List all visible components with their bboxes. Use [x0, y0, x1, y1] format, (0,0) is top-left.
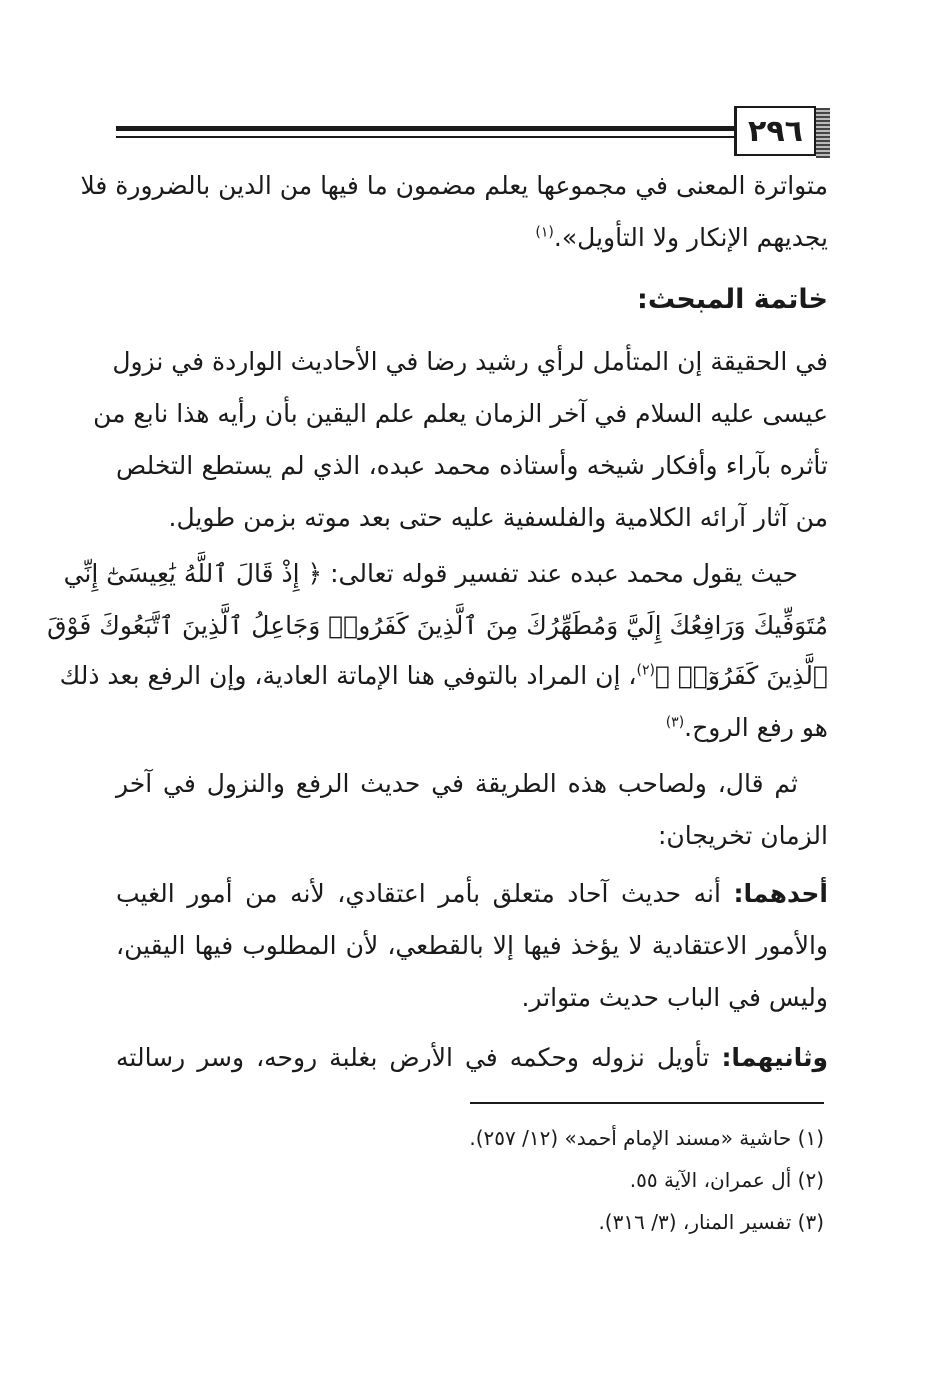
section-heading: خاتمة المبحث:: [637, 284, 828, 315]
quran-verse-line: مُتَوَفِّيكَ وَرَافِعُكَ إِلَيَّ وَمُطَهِّرُكَ مِنَ ٱلَّذِينَ كَفَرُوا۟ وَجَاعِلُ ٱلَّذِينَ ٱتَّبَعُوكَ فَوْقَ: [47, 611, 828, 640]
body-line: من آثار آرائه الكلامية والفلسفية عليه حتى بعد موته بزمن طويل.: [168, 503, 828, 532]
body-line: [59, 656, 828, 696]
body-line: والأمور الاعتقادية لا يؤخذ فيها إلا بالقطعي، لأن المطلوب فيها اليقين،: [116, 931, 828, 960]
body-line: [666, 708, 828, 748]
body-line: [535, 218, 828, 258]
quran-verse-end: ٱلَّذِينَ كَفَرُوٓا۟ ﴾: [654, 661, 828, 690]
body-text: هو رفع الروح.: [684, 713, 828, 742]
body-text: ، إن المراد بالتوفي هنا الإماتة العادية، وإن الرفع بعد ذلك: [59, 661, 637, 690]
header-rule-thick: [116, 126, 734, 131]
footnote: (٢) أل عمران، الآية ٥٥.: [629, 1168, 824, 1192]
footnote-ref: (٣): [665, 714, 685, 731]
page-number: ٢٩٦: [734, 106, 816, 156]
paragraph-lead: وثانيهما:: [721, 1043, 828, 1072]
body-line: تأثره بآراء وأفكار شيخه وأستاذه محمد عبده، الذي لم يستطع التخلص: [116, 451, 828, 480]
body-text: أنه حديث آحاد متعلق بأمر اعتقادي، لأنه من أمور الغيب: [116, 879, 734, 908]
footnote-ref: (١): [535, 224, 554, 241]
body-line: ثم قال، ولصاحب هذه الطريقة في حديث الرفع والنزول في آخر: [116, 769, 798, 798]
body-line: [116, 1038, 828, 1078]
body-line: حيث يقول محمد عبده عند تفسير قوله تعالى: ﴿ إِذْ قَالَ ٱللَّهُ يَٰعِيسَىٰٓ إِنِّي: [63, 559, 798, 588]
footnote-ref: (٢): [636, 662, 655, 679]
body-line: في الحقيقة إن المتأمل لرأي رشيد رضا في الأحاديث الواردة في نزول: [112, 347, 828, 376]
footnote: (١) حاشية «مسند الإمام أحمد» (١٢/ ٢٥٧).: [469, 1126, 824, 1150]
body-line: [116, 874, 828, 914]
body-line: متواترة المعنى في مجموعها يعلم مضمون ما فيها من الدين بالضرورة فلا: [80, 171, 828, 200]
paragraph-lead: أحدهما:: [733, 879, 828, 908]
body-line: وليس في الباب حديث متواتر.: [521, 983, 828, 1012]
body-text: تأويل نزوله وحكمه في الأرض بغلبة روحه، وسر رسالته: [116, 1043, 722, 1072]
body-line: الزمان تخريجان:: [657, 821, 828, 850]
footnote-rule: [470, 1102, 824, 1104]
body-line: عيسى عليه السلام في آخر الزمان يعلم علم اليقين بأن رأيه هذا نابع من: [93, 399, 828, 428]
header-rule-thin: [116, 136, 734, 138]
page-number-shade: [816, 108, 830, 158]
body-text: يجديهم الإنكار ولا التأويل».: [553, 223, 828, 252]
footnote: (٣) تفسير المنار، (٣/ ٣١٦).: [598, 1210, 824, 1234]
